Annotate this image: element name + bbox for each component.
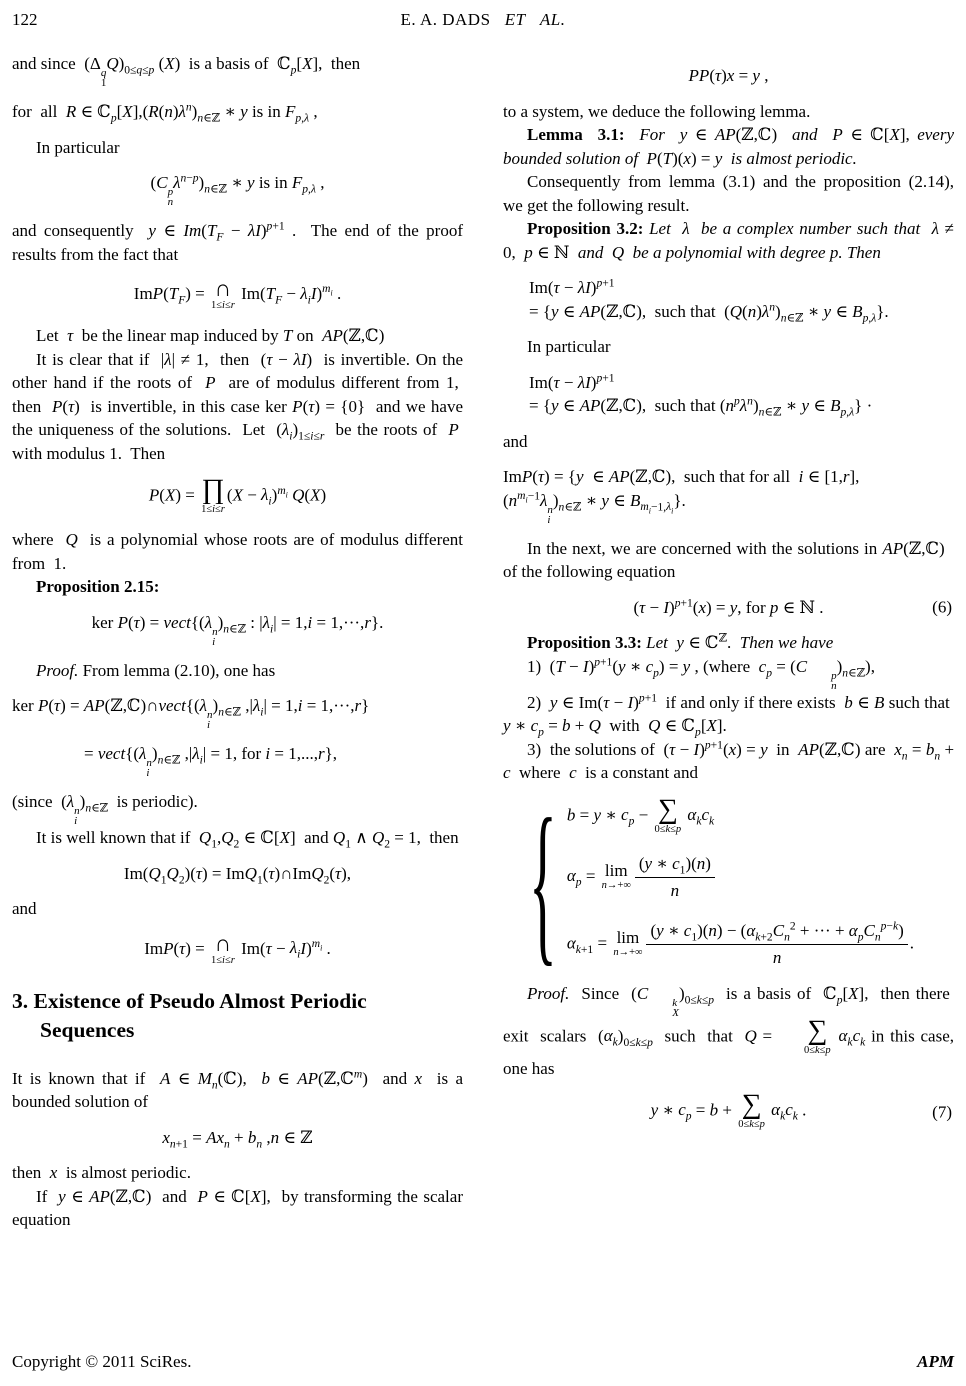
paragraph: 2) y ∈ $Im(\tau - I)^{p+1}$ if and only if there exists b ∈ B such that y ∗ $c_p = b + Q$ with Q ∈ ℂ$_p$[X]. xyxy=(503,690,954,739)
page-header xyxy=(12,10,954,36)
paragraph: Consequently from lemma (3.1) and the proposition (2.14), we get the following result. xyxy=(503,172,954,215)
paragraph: 1) $(T - I)^{p+1}(y$ ∗ $c_p) = y$ , (where $c_p = (C$ p n )$_{n\in ℤ}$), xyxy=(527,654,875,692)
page-footer xyxy=(12,1352,954,1372)
left-column xyxy=(12,52,463,1232)
paragraph: (since (λ n i )$_{n\in ℤ}$ is periodic). xyxy=(12,792,198,827)
display-formula: for all R ∈ $ℂ_p[X],(R(n)\lambda^n)_{n\in ℤ}$ ∗ y is in $F_{p,\lambda}$ , xyxy=(12,100,318,125)
paragraph: 3) the solutions of $(\tau - I)^{p+1}(x) = y$ in AP(ℤ,ℂ) are $x_n = b_n + c$ where c is a constant and xyxy=(503,737,955,782)
paragraph: Let τ be the linear map induced by T on AP(ℤ,ℂ) xyxy=(36,326,385,345)
display-formula: ker P(τ) = AP(ℤ,ℂ)∩vect{(λ n i )$_{n\in ℤ}$ $,|\lambda_i| = 1,i = 1,\cdot\cdot\cdot,r$} xyxy=(12,696,370,731)
paragraph: Proposition 3.3: Let y ∈ ℂ$^ℤ$. Then we have xyxy=(527,631,834,652)
paragraph: and xyxy=(12,899,37,918)
running-head: E. A. DADS ET AL. xyxy=(400,10,566,29)
paragraph: In the next, we are concerned with the solutions in AP(ℤ,ℂ) of the following equation xyxy=(503,538,955,581)
display-formula: = vect{(λ n i )$_{n\in ℤ}$ $,|\lambda_i| = 1$, for i = 1,...,r}, xyxy=(84,744,338,779)
paragraph: It is well known that if $Q_1,Q_2$ ∈ ℂ[X] and $Q_1$ ∧ $Q_2 = 1$, then xyxy=(36,828,459,851)
paragraph: It is clear that if |λ| ≠ 1, then (τ − λI) is invertible. On the other hand if the roots of P are of modulus different from 1, then P(τ) is invertible, in this case ker P(τ) = {0} and we have the uniqueness of the solutions. Let $(\lambda_i)_{1\le i\le r}$ be the roots of P with modulus 1. Then xyxy=(12,349,464,463)
paragraph: where Q is a polynomial whose roots are of modulus different from 1. xyxy=(12,530,464,573)
display-formula: $x_{n+1} = Ax_n + b_n$ ,n ∈ ℤ xyxy=(162,1127,313,1150)
paragraph: and xyxy=(503,431,528,451)
display-formula: $Im(Q_1Q_2)(\tau)$ = ImQ$_1$(τ)∩ImQ$_2$(τ), xyxy=(123,863,352,886)
section-heading: 3. Existence of Pseudo Almost Periodic Sequences xyxy=(12,988,367,1042)
display-formula: ImP(τ) = ∩ 1≤i≤r $Im(\tau - \lambda_iI)^{m_i}$ . xyxy=(144,930,331,966)
copyright-notice: Copyright © 2011 SciRes. xyxy=(12,1352,192,1371)
display-formula: $Im(\tau - \lambda I)^{p+1}$ = {y ∈ AP(ℤ,ℂ), such that $(Q(n)\lambda^n)_{n\in ℤ}$ ∗ y ∈ $B_{p,\lambda}$}. xyxy=(529,276,889,324)
display-formula: $ImP(T_F)$ = ∩ 1≤i≤r $Im(T_F - \lambda_iI)^{m_i}$ . xyxy=(133,276,342,311)
paragraph: In particular xyxy=(36,137,120,157)
proposition-label: Proposition 2.15: xyxy=(36,577,160,596)
numbered-equation xyxy=(503,596,954,620)
journal-abbreviation: APM xyxy=(917,1352,954,1371)
paragraph: and since (Δ q 1 $Q)_{0\le q\le p}$ (X) is a basis of ℂ$_p$[X], then xyxy=(12,54,361,89)
display-formula: ker P(τ) = vect{(λ n i )$_{n\in ℤ}$ : $|\lambda_i| = 1,i = 1,\cdot\cdot\cdot,r$}. xyxy=(91,612,384,648)
display-formula: { b = y ∗ $c_p$ − ∑ 0≤k≤p $\alpha_kc_k$ $\alpha_p$ = lim n→+∞ $\frac{(y ∗ c_1)(n)}{n}$ $\alpha_{k+1}$ = lim n→+∞ (y ∗ $c_1)(n) - (\alpha_{k+2}C_n^2$ + ··· + $\alpha_pC_n^{p-k}$) n . xyxy=(529,780,914,983)
page-number: 122 xyxy=(12,10,38,29)
paragraph: then x is almost periodic. xyxy=(12,1163,191,1182)
display-formula: ImP(τ) = {y ∈ AP(ℤ,ℂ), such that for all i ∈ [1,r], ($n^{m_i-1}\lambda$ n i )$_{n\in ℤ}$ ∗ y ∈ $B_{m_i-1,\lambda_i}$}. xyxy=(503,467,860,526)
paragraph: Proposition 3.2: Let λ be a complex number such that λ ≠ 0, p ∈ ℕ and Q be a polynomial with degree p. Then xyxy=(503,219,954,262)
equation-number: (6) xyxy=(932,597,952,617)
numbered-equation xyxy=(503,1089,954,1131)
paragraph: Lemma 3.1: For y ∈ AP(ℤ,ℂ) and P ∈ ℂ[X], every bounded solution of P(T)(x) = y is almost periodic. xyxy=(503,125,955,168)
equation-number: (7) xyxy=(932,1101,952,1121)
right-column xyxy=(503,52,954,1232)
paragraph: and consequently y ∈ $Im(T_F - \lambda I)^{p+1}$ . The end of the proof results from the fact that xyxy=(12,219,463,264)
paragraph: If y ∈ AP(ℤ,ℂ) and P ∈ ℂ[X], by transforming the scalar equation xyxy=(12,1186,463,1229)
paragraph: Proof. From lemma (2.10), one has xyxy=(36,660,276,680)
display-formula: PP(τ)x = y , xyxy=(688,66,769,85)
paragraph: Proof. Since (C k X )$_{0\le k\le p}$ is a basis of ℂ$_p$[X], then there exit scalars $(\alpha_k)_{0\le k\le p}$ such that Q = ∑ 0≤k≤p $\alpha_kc_k$ in this case, one has xyxy=(503,983,955,1078)
equation-body: y ∗ $c_p = b$ + ∑ 0≤k≤p $\alpha_kc_k$ . xyxy=(650,1089,807,1130)
display-formula: P(X) = ∏ 1≤i≤r $(X - \lambda_i)^{m_i}$ Q(X) xyxy=(148,474,327,515)
display-formula: (C p n $\lambda^{n-p})_{n\in ℤ}$ ∗ y is in $F_{p,\lambda}$ , xyxy=(150,171,325,208)
two-column-body xyxy=(12,52,954,1232)
display-formula: $Im(\tau - \lambda I)^{p+1}$ = {y ∈ AP(ℤ,ℂ), such that $(n^p\lambda^n)_{n\in ℤ}$ ∗ y ∈ $B_{p,\lambda}$} · xyxy=(529,370,873,419)
paragraph: to a system, we deduce the following lemma. xyxy=(503,101,811,121)
equation-body: $(\tau - I)^{p+1}(x) = y$, for p ∈ ℕ . xyxy=(633,595,824,617)
paragraph: In particular xyxy=(527,337,611,356)
paragraph: It is known that if A ∈ $M_n(ℂ)$, b ∈ AP(ℤ,ℂ$^m$) and x is a bounded solution of xyxy=(12,1066,463,1111)
cases-left-brace: { xyxy=(529,780,557,983)
